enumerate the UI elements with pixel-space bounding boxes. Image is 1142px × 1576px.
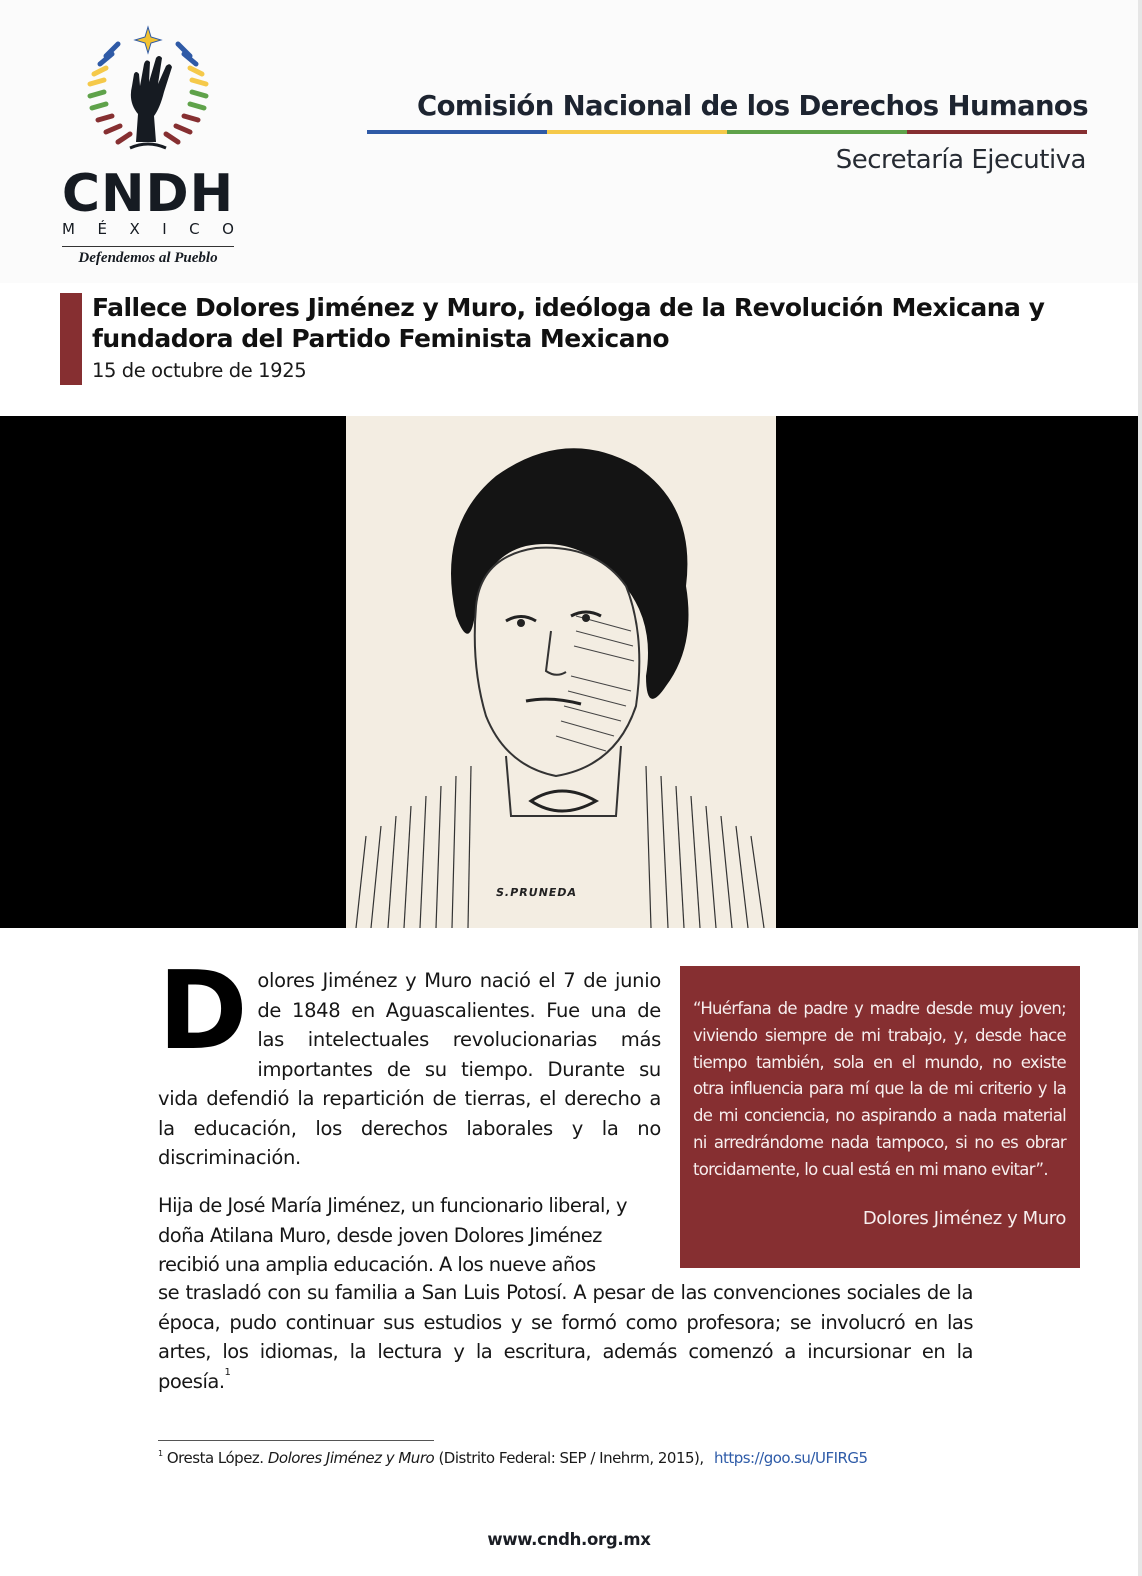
portrait-signature: S.PRUNEDA: [494, 886, 579, 899]
site-url[interactable]: www.cndh.org.mx: [487, 1530, 651, 1549]
page-header: [0, 0, 1138, 283]
org-subtitle: Secretaría Ejecutiva: [835, 145, 1086, 175]
logo-country-letter: I: [162, 220, 167, 238]
logo-country-letter: O: [222, 220, 234, 238]
logo-divider: [62, 246, 234, 247]
logo-wordmark: CNDH: [61, 164, 235, 224]
portrait-image: [346, 416, 776, 928]
footnote-work-title: Dolores Jiménez y Muro: [267, 1449, 435, 1467]
footnote-divider: [158, 1440, 434, 1441]
logo-country-letter: X: [129, 220, 140, 238]
dropcap: D: [158, 949, 248, 1074]
article-date: 15 de octubre de 1925: [92, 359, 307, 382]
paragraph-biography-part1: Hija de José María Jiménez, un funcionario liberal, y doña Atilana Muro, desde joven Dolores Jiménez recibió una amplia educación. A los nueve años: [158, 1194, 627, 1276]
cndh-logo: [58, 24, 238, 266]
paragraph-intro: [158, 949, 661, 1173]
page-edge: [1138, 0, 1142, 1576]
cndh-raised-hand-laurel-star-icon: [78, 24, 218, 164]
logo-country-letter: É: [97, 220, 107, 238]
paragraph-biography-part2: [158, 1278, 973, 1396]
footnote-link[interactable]: https://goo.su/UFIRG5: [713, 1449, 868, 1467]
bar-segment-blue: [367, 130, 547, 134]
footnote-publication: (Distrito Federal: SEP / Inehrm, 2015),: [438, 1449, 704, 1467]
bar-segment-green: [727, 130, 907, 134]
title-accent-bar: [60, 293, 82, 385]
logo-country: [60, 220, 236, 238]
paragraph-biography-part2-text: se trasladó con su familia a San Luis Potosí. A pesar de las convenciones sociales de la época, pudo continuar sus estudios y se formó como profesora; se involucró en las artes, los idiomas, la lectura y la escritura, además comenzó a incursionar en la poesía.: [158, 1281, 973, 1393]
logo-motto: Defendemos al Pueblo: [78, 250, 218, 266]
footnote-author: Oresta López.: [166, 1449, 264, 1467]
org-name: Comisión Nacional de los Derechos Humanos: [417, 90, 1088, 122]
bar-segment-yellow: [547, 130, 727, 134]
footnote-reference[interactable]: 1: [224, 1366, 231, 1378]
logo-country-letter: M: [62, 220, 75, 238]
footnote-number: 1: [158, 1449, 163, 1458]
quote-text: “Huérfana de padre y madre desde muy joven; viviendo siempre de mi trabajo, y, desde hace tiempo también, sola en el mundo, no existe otra influencia para mí que la de mi criterio y la de mi conciencia, no aspirando a nada material ni arredrándome nada tampoco, si no es obrar torcidamente, lo cual está en mi mano evitar”.: [693, 999, 1066, 1179]
org-color-bar: [367, 130, 1087, 134]
logo-country-letter: C: [189, 220, 200, 238]
quote-author: Dolores Jiménez y Muro: [862, 1207, 1066, 1229]
bar-segment-maroon: [907, 130, 1087, 134]
paragraph-intro-text: olores Jiménez y Muro nació el 7 de junio de 1848 en Aguascalientes. Fue una de las intelectuales revolucionarias más importantes de su tiempo. Durante su vida defendió la repartición de tierras, el derecho a la educación, los derechos laborales y la no discriminación.: [158, 969, 661, 1169]
quote-box: [680, 966, 1080, 1268]
portrait-drawing-icon: [346, 416, 776, 928]
footnote: [158, 1449, 988, 1467]
article-title: Fallece Dolores Jiménez y Muro, ideóloga de la Revolución Mexicana y fundadora del Partido Feminista Mexicano: [92, 293, 1045, 353]
